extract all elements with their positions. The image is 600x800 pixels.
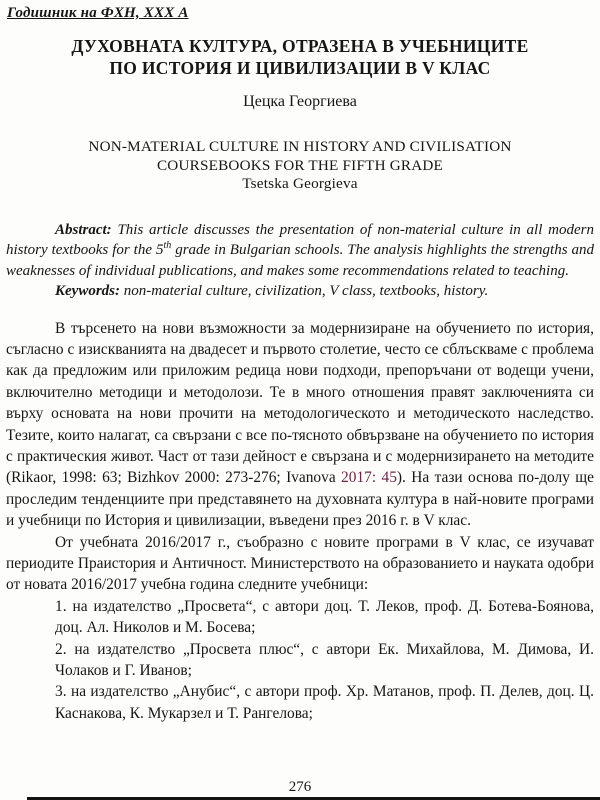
- textbook-list-item-2: 2. на издателство „Просвета плюс“, с автори Ек. Михайлова, М. Димова, И. Чолаков и Г. Иванов;: [55, 640, 594, 679]
- article-title-bg-line1: ДУХОВНАТА КУЛТУРА, ОТРАЗЕНА В УЧЕБНИЦИТЕ: [71, 36, 529, 56]
- body-paragraph-1-text-b: ). На тази основа по-долу ще проследим тенденциите при представянето на духовната култура в най-новите програми и учебници по История и цивилизации, въведени през 2016 г. в V клас.: [6, 469, 594, 530]
- article-title-en-line2: COURSEBOOKS FOR THE FIFTH GRADE: [156, 156, 444, 174]
- journal-running-header: Годишник на ФХН, XXX А: [7, 5, 189, 21]
- article-title-bulgarian: [6, 35, 594, 79]
- article-title-english: [6, 138, 594, 194]
- keywords-paragraph: [6, 281, 594, 302]
- abstract-text-part1: This article discusses the presentation of non-material culture in all modern history textbooks for the 5: [6, 221, 594, 258]
- abstract-paragraph: [6, 220, 594, 282]
- author-name-bulgarian: Цецка Георгиева: [243, 93, 357, 110]
- keywords-label: Keywords:: [55, 283, 120, 299]
- keywords-text: non-material culture, civilization, V class, textbooks, history.: [120, 283, 489, 299]
- textbook-list: [55, 596, 594, 724]
- abstract-label: Abstract:: [55, 221, 112, 238]
- textbook-list-item-3: 3. на издателство „Анубис“, с автори проф. Хр. Матанов, проф. П. Делев, доц. Ц. Каснакова, К. Мукарзел и Т. Рангелова;: [55, 683, 594, 722]
- body-paragraph-1-text-a: В търсенето на нови възможности за модернизиране на обучението по история, съгласно с изискванията на двадесет и първото столетие, често се сблъскваме с проблема как да предложим или приложим редица нови подходи, препоръчани от водещи учени, включително методици и методолози. Те в много отношения правят заключенията си върху основата на нови прочити на методологическото и методическото наследство. Тезите, които налагат, са свързани с все по-тясното обвързване на обучението по история с практическия живот. Част от тази дейност е свързана и с модернизирането на методите (Rikaor, 1998: 63; Bizhkov 2000: 273-276; Ivanova: [6, 319, 594, 487]
- author-name-english: Tsetska Georgieva: [242, 175, 358, 192]
- body-paragraph-2: От учебната 2016/2017 г., съобразно с новите програми в V клас, се изучават периодите Праистория и Античност. Министерството на образованието и науката одобри от новата 2016/2017 учебна година следните учебници:: [6, 533, 594, 594]
- article-title-en-line1: NON-MATERIAL CULTURE IN HISTORY AND CIVILISATION: [88, 138, 512, 155]
- body-paragraph-1: [6, 318, 594, 532]
- textbook-list-item-1: 1. на издателство „Просвета“, с автори доц. Т. Леков, проф. Д. Ботева-Боянова, доц. Ал. Николов и М. Босева;: [55, 597, 594, 637]
- abstract-text-part2: grade in Bulgarian schools. The analysis highlights the strengths and weaknesses of individual publications, and makes some recommendations related to teaching.: [6, 242, 594, 279]
- article-title-bg-line2: ПО ИСТОРИЯ И ЦИВИЛИЗАЦИИ В V КЛАС: [109, 58, 491, 78]
- abstract-ordinal-superscript: th: [163, 240, 172, 251]
- citation-year-highlight: 2017: 45: [341, 469, 397, 487]
- page-number: 276: [288, 779, 312, 795]
